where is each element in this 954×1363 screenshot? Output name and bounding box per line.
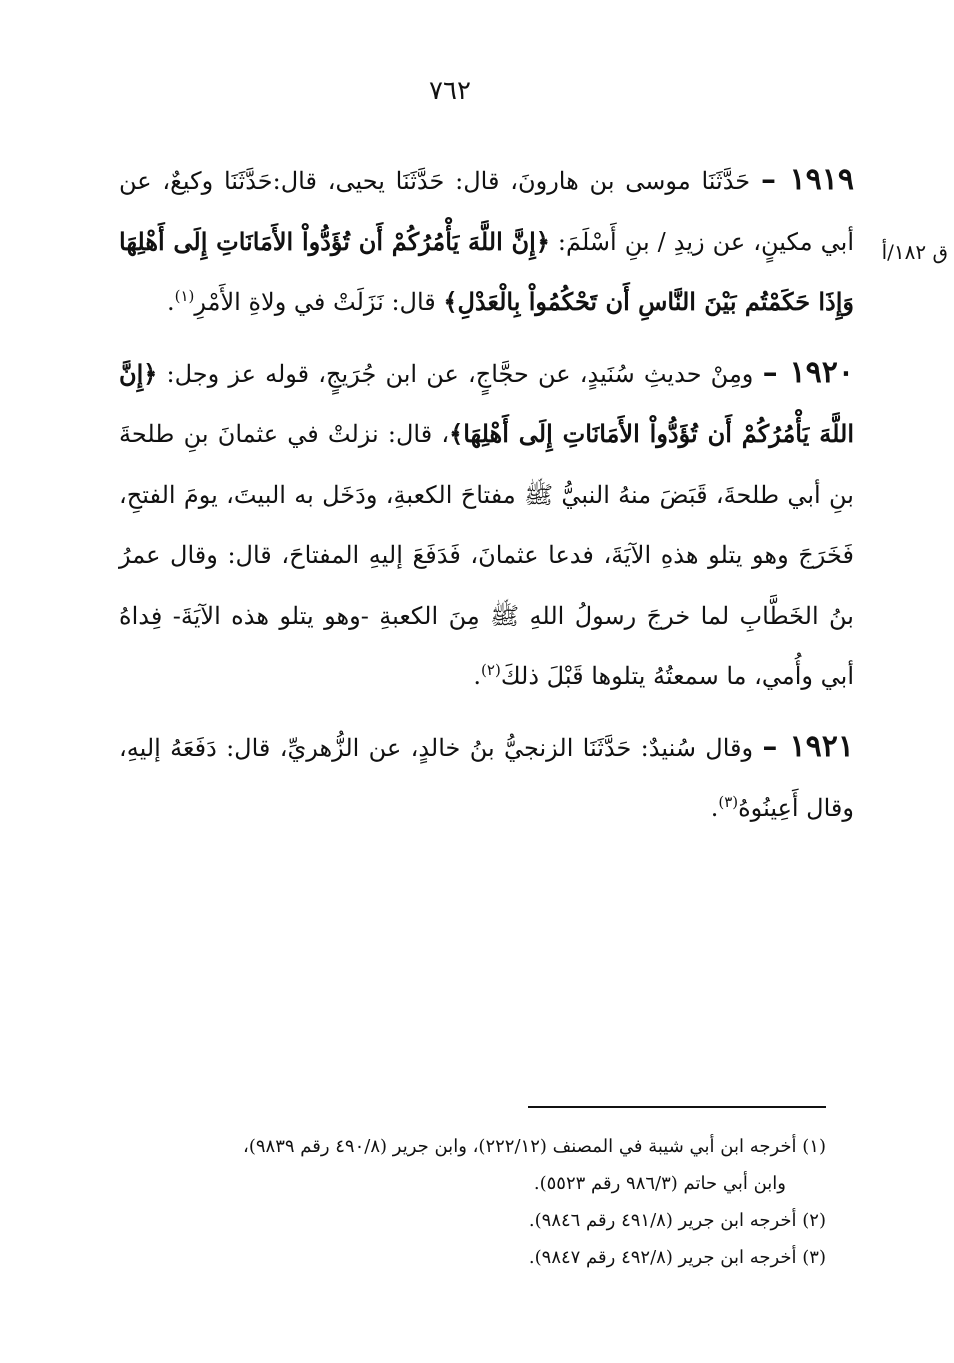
quran-verse: ﴿إِنَّ اللَّهَ يَأْمُرُكُمْ أَن تُؤَدُّواْ الأَمَانَاتِ إِلَى أَهْلِهَا﴾: [119, 358, 854, 448]
footnote-separator: [528, 1106, 826, 1108]
main-text: [119, 150, 854, 849]
hadith-paragraph: [119, 150, 854, 333]
footnote-1: (١) أخرجه ابن أبي شيبة في المصنف (٢٢٢/١٢)، وابن جرير (٤٩٠/٨ رقم ٩٨٣٩)،: [243, 1136, 826, 1157]
page-number: ٧٦٢: [429, 76, 471, 106]
hadith-dash: –: [762, 728, 790, 764]
footnote-reference[interactable]: (١): [174, 287, 195, 305]
footnote-2: (٢) أخرجه ابن جرير (٤٩١/٨ رقم ٩٨٤٦).: [528, 1210, 826, 1231]
hadith-number: ١٩١٩: [789, 162, 854, 197]
hadith-dash: –: [760, 162, 790, 197]
footnote-3: (٣) أخرجه ابن جرير (٤٩٢/٨ رقم ٩٨٤٧).: [528, 1247, 826, 1268]
hadith-text-continued: ، قال: نزلتْ في عثمانَ بنِ طلحةَ بنِ أبي طلحةَ، قَبَضَ منهُ النبيُّ ﷺ مفتاحَ الكعبةِ، ودَخَل به البيتَ، يومَ الفتحِ، فَخَرَجَ وهو يتلو هذهِ الآيَةَ، فدعا عثمانَ، فَدَفَعَ إليهِ المفتاحَ، قال: وقال عمرُ بنُ الخَطَّابِ لما خرجَ رسولُ اللهِ ﷺ مِنَ الكعبةِ -وهو يتلو هذه الآيَةَ- فِداهُ أبي وأُمي، ما سمعتُهُ يتلوها قَبْلَ ذلكَ: [119, 420, 854, 690]
quran-verse: ﴿إِنَّ اللَّهَ يَأْمُرُكُمْ أَن تُؤَدُّواْ الأَمَانَاتِ إِلَى أَهْلِهَا وَإِذَا حَكَمْتُم بَيْنَ النَّاسِ أَن تَحْكُمُواْ بِالْعَدْلِ﴾: [119, 226, 854, 316]
hadith-text: ومِنْ حديثِ سُنَيدٍ، عن حجَّاجٍ، عن ابن جُرَيجٍ، قوله عز وجل:: [157, 359, 763, 388]
hadith-text: حَدَّثَنَا موسى بن هارونَ، قال: حَدَّثَنَا يحيى، قال:حَدَّثَنَا وكيعٌ، عن أبي مكينٍ، عن زيدِ / بنِ أَسْلَمَ:: [119, 167, 854, 256]
hadith-text: وقال سُنيدٌ: حَدَّثَنَا الزنجيُّ بنُ خالدٍ، عن الزُّهريِّ، قال: دَفَعَهُ إليهِ، وقال أَعِينُوهُ: [119, 733, 854, 822]
sentence-end: .: [710, 794, 719, 822]
hadith-paragraph: [119, 717, 854, 839]
hadith-text-continued: قال: نَزَلَتْ في ولاةِ الأَمْرِ: [194, 288, 444, 316]
hadith-paragraph: [119, 343, 854, 707]
sentence-end: .: [473, 662, 482, 690]
hadith-number: ١٩٢٠: [789, 354, 854, 390]
footnote-reference[interactable]: (٣): [718, 793, 739, 811]
manuscript-folio-note: ق ١٨٢/أ: [881, 240, 948, 264]
footnote-1-continued: وابن أبي حاتم (٩٨٦/٣ رقم ٥٥٢٣).: [533, 1173, 786, 1194]
sentence-end: .: [166, 288, 175, 316]
hadith-dash: –: [762, 354, 790, 390]
hadith-number: ١٩٢١: [789, 728, 854, 764]
footnotes: [126, 1128, 826, 1276]
footnote-reference[interactable]: (٢): [481, 661, 501, 679]
